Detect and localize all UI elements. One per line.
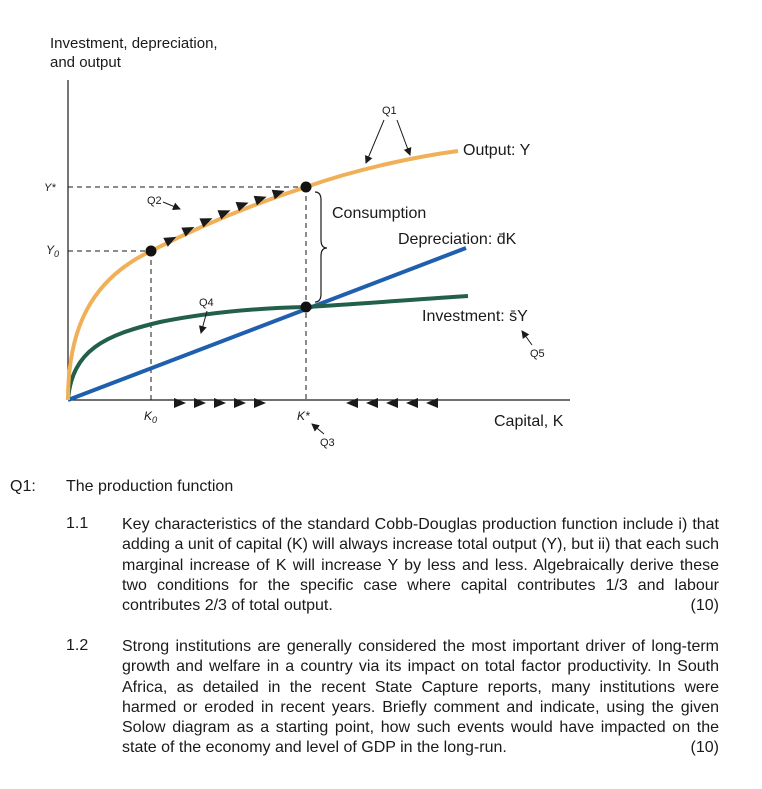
dashed-guides	[68, 187, 306, 400]
depreciation-label: Depreciation: d̄K	[398, 231, 517, 248]
callout-q2-arrow	[163, 202, 180, 209]
callout-q1-arrow-left	[366, 120, 384, 163]
investment-label: Investment: s̄Y	[422, 308, 528, 325]
tick-kstar: K*	[297, 409, 310, 423]
callout-q3-arrow	[312, 424, 324, 434]
item-2-points: (10)	[690, 739, 719, 757]
callout-q4: Q4	[199, 297, 214, 309]
y-axis-label-line2: and output	[50, 54, 121, 71]
item-2-text	[122, 637, 719, 759]
item-2-body: Strong institutions are generally considered the most important driver of long-term growth and welfare in a country via its impact on total factor productivity. In South Africa, as detailed in the recent State Capture reports, many institutions were harmed or eroded in recent years. Briefly comment and indicate, using the given Solow diagram as a starting point, how such events would have impacted on the state of the economy and level of GDP in the long-run.	[122, 638, 719, 757]
question-number: Q1:	[10, 478, 36, 495]
question-title: The production function	[66, 478, 234, 495]
investment-curve	[68, 296, 468, 400]
callout-q2: Q2	[147, 195, 162, 207]
x-axis-label: Capital, K	[494, 413, 564, 430]
consumption-label: Consumption	[332, 205, 427, 222]
item-1-body: Key characteristics of the standard Cobb-Douglas production function include i) that adding a unit of capital (K) will always increase total output (Y), but ii) that each such marginal increase of K will increase Y by less and less. Algebraically derive these two conditions for the specific case where capital contributes 1/3 and labour contributes 2/3 of total output.	[122, 516, 719, 615]
callout-q1: Q1	[382, 105, 397, 117]
callout-q5: Q5	[530, 348, 545, 360]
consumption-brace	[315, 192, 327, 302]
callout-q5-arrow	[522, 331, 532, 345]
point-steady-state-investment	[301, 302, 312, 313]
item-1-number: 1.1	[66, 515, 89, 532]
callout-q1-arrow-right	[397, 120, 410, 155]
point-y0-k0	[146, 246, 157, 257]
tick-y0: $Y_0$	[46, 243, 60, 259]
tick-k0: $K_0$	[144, 409, 158, 425]
tick-ystar: Y*	[44, 182, 56, 194]
point-ystar-kstar	[301, 182, 312, 193]
callout-q3: Q3	[320, 437, 335, 449]
depreciation-line	[68, 248, 466, 400]
y-axis-label-line1: Investment, depreciation,	[50, 35, 218, 52]
item-1-text	[122, 515, 719, 616]
item-1-points: (10)	[690, 597, 719, 615]
output-label: Output: Y	[463, 142, 531, 159]
item-2-number: 1.2	[66, 637, 89, 654]
